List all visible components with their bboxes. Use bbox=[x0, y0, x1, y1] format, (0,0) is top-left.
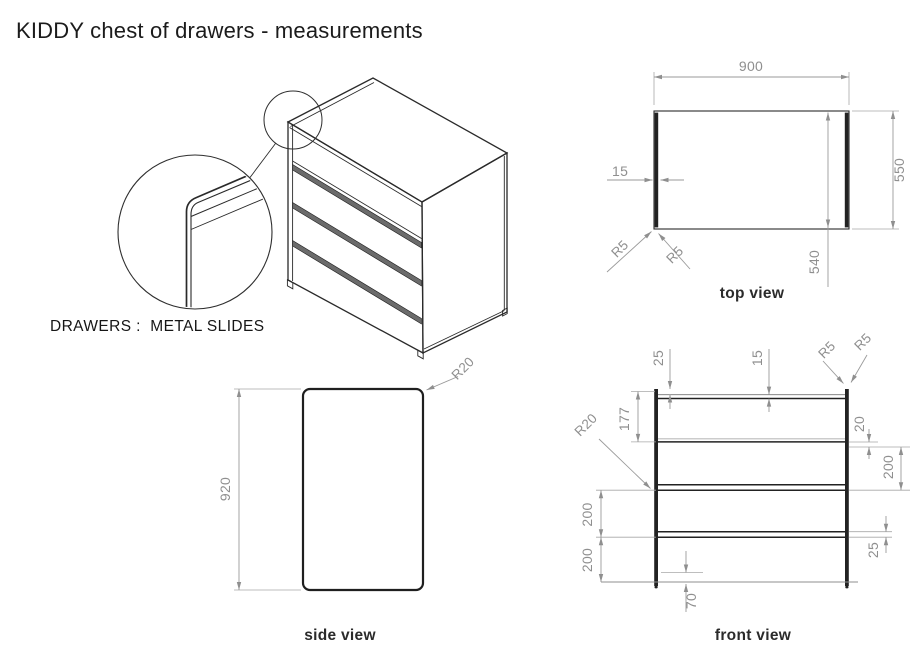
detail-circle-large bbox=[118, 155, 272, 309]
front-right-foot bbox=[845, 586, 848, 589]
top-left-edge-line bbox=[291, 83, 375, 127]
shelf-front-edge bbox=[293, 161, 422, 239]
top-view bbox=[607, 58, 907, 302]
front-face bbox=[288, 122, 423, 353]
page-title: KIDDY chest of drawers - measurements bbox=[16, 18, 423, 43]
dim-front-top-inset: 25 bbox=[650, 349, 666, 367]
dim-front-gap-top: 20 bbox=[851, 415, 867, 433]
side-view-label: side view bbox=[304, 627, 376, 644]
front-view-label: front view bbox=[714, 627, 792, 644]
front-view bbox=[572, 330, 910, 644]
dim-top-width: 900 bbox=[738, 58, 764, 74]
dim-front-gap-bottom: 25 bbox=[865, 541, 881, 559]
side-view-outline bbox=[303, 389, 423, 590]
dim-top-depth: 550 bbox=[891, 157, 907, 183]
dim-top-radius-b: R5 bbox=[663, 243, 687, 267]
drawer-gap-1 bbox=[293, 165, 422, 249]
dim-side-radius: R20 bbox=[448, 354, 478, 383]
top-view-outline bbox=[654, 111, 849, 229]
dim-front-drawer-right: 200 bbox=[880, 454, 896, 480]
front-left-panel bbox=[654, 389, 658, 586]
dim-front-opening: 177 bbox=[616, 406, 632, 432]
dim-front-radius: R20 bbox=[571, 410, 601, 440]
right-side-panel bbox=[845, 113, 849, 228]
drawer-gap-2 bbox=[293, 203, 422, 287]
front-right-panel bbox=[845, 389, 849, 586]
dim-front-drawer-mid: 200 bbox=[579, 502, 595, 527]
top-view-label: top view bbox=[719, 285, 785, 302]
drawers-note: DRAWERS : METAL SLIDES bbox=[50, 318, 265, 335]
top-front-edge-line bbox=[290, 128, 422, 207]
dim-side-height: 920 bbox=[217, 476, 233, 502]
foot-front-left bbox=[287, 280, 292, 289]
dim-front-radius-a: R5 bbox=[815, 338, 839, 362]
side-view bbox=[217, 354, 477, 644]
dim-front-top-panel: 15 bbox=[749, 349, 765, 367]
side-face bbox=[422, 153, 507, 353]
front-left-foot bbox=[655, 586, 658, 589]
left-side-panel bbox=[655, 113, 659, 228]
dim-front-plinth: 70 bbox=[683, 592, 699, 610]
dim-top-radius-a: R5 bbox=[608, 237, 632, 261]
side-bottom-line bbox=[424, 311, 505, 350]
dim-top-panel-thickness: 15 bbox=[612, 163, 629, 179]
dim-top-inner-depth: 540 bbox=[806, 249, 822, 275]
isometric-view bbox=[287, 78, 507, 359]
drawer-gap-3 bbox=[293, 241, 422, 325]
dim-front-radius-b: R5 bbox=[851, 330, 875, 354]
callout-connector-line bbox=[250, 144, 276, 178]
dim-front-drawer-low: 200 bbox=[579, 547, 595, 573]
